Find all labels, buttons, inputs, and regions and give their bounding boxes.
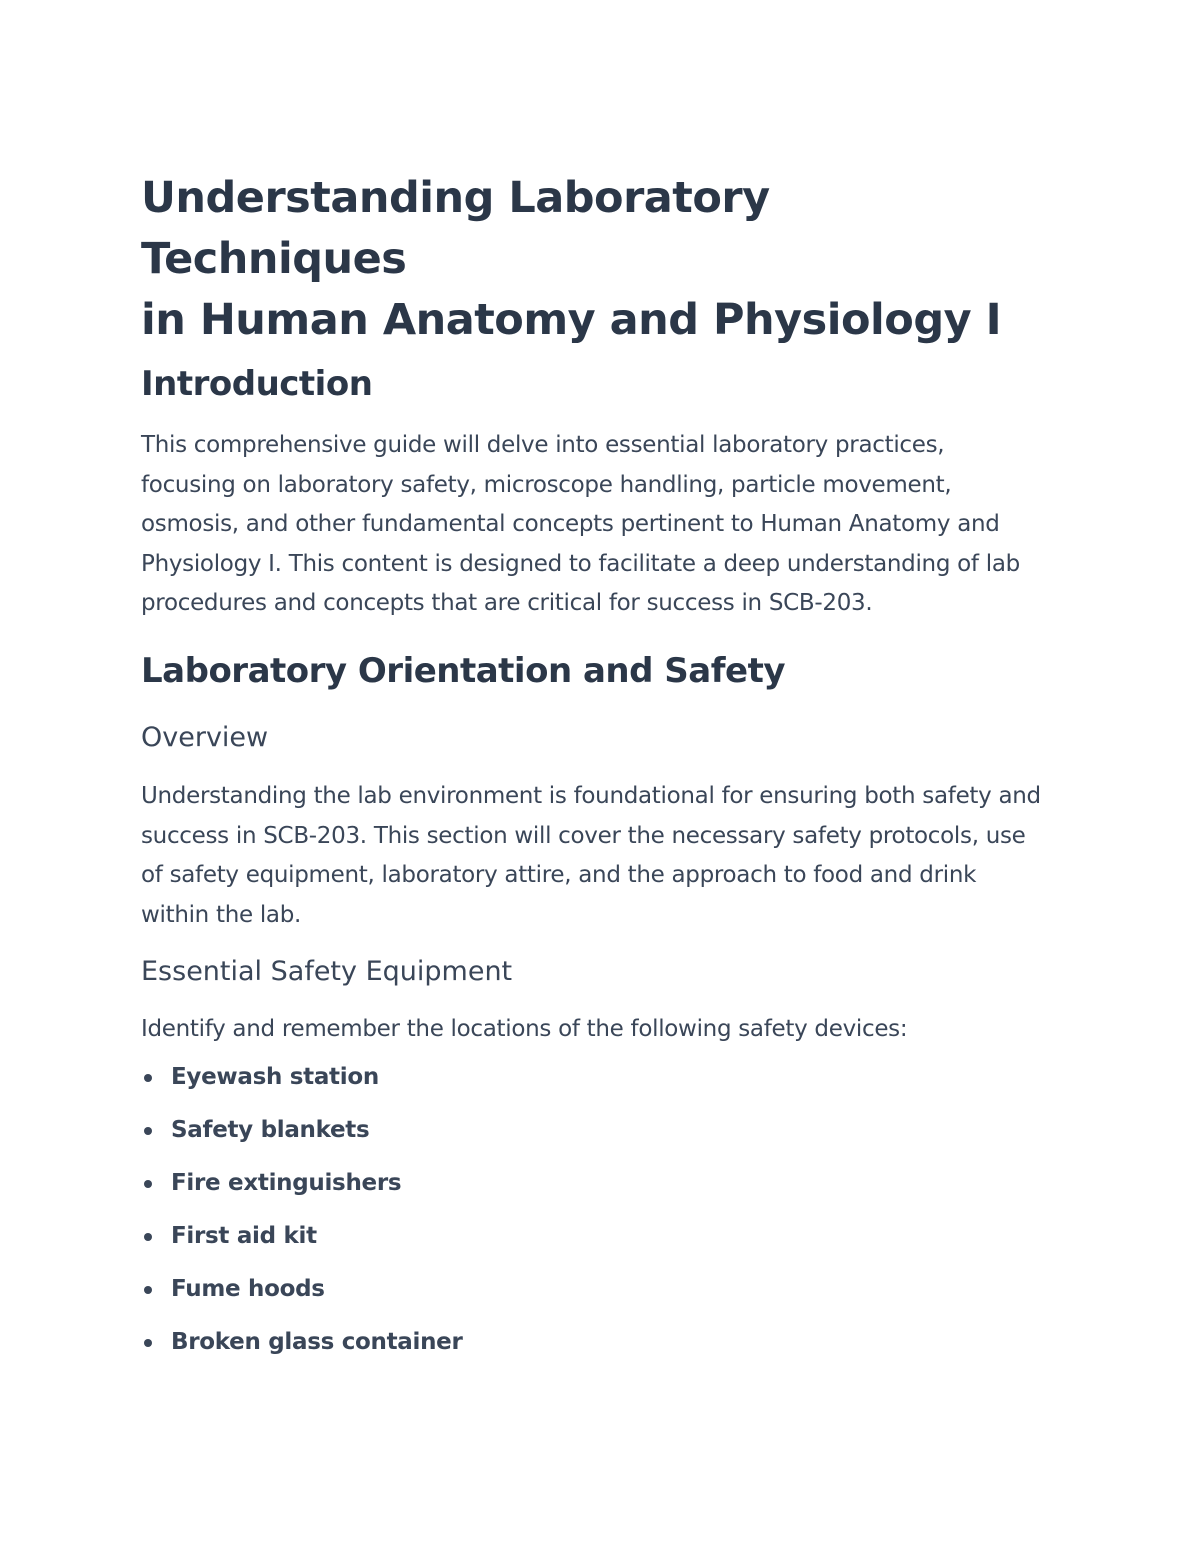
overview-paragraph: Understanding the lab environment is foundational for ensuring both safety and success in SCB-203. This section will cover the necessary safety protocols, use of safety equipment, laboratory attire, and the approach to food and drink within the lab. <box>141 782 1041 928</box>
bullet-icon <box>144 1286 152 1294</box>
list-item-label: Eyewash station <box>171 1063 379 1090</box>
safety-equipment-intro: Identify and remember the locations of the following safety devices: <box>141 1016 908 1043</box>
safety-equipment-list <box>141 1063 1041 1357</box>
overview-heading: Overview <box>141 721 269 753</box>
list-item-label: Fume hoods <box>171 1275 325 1302</box>
list-item-label: First aid kit <box>171 1222 317 1249</box>
bullet-icon <box>144 1233 152 1241</box>
introduction-paragraph: This comprehensive guide will delve into essential laboratory practices, focusing on laboratory safety, microscope handling, particle movement, osmosis, and other fundamental concepts pertinent to Human Anatomy and Physiology I. This content is designed to facilitate a deep understanding of lab procedures and concepts that are critical for success in SCB-203. <box>141 432 1020 617</box>
page-title <box>141 168 1041 351</box>
page-title-line-1: Understanding Laboratory Techniques <box>141 173 770 284</box>
bullet-icon <box>144 1180 152 1188</box>
list-item <box>141 1328 1041 1357</box>
list-item-label: Safety blankets <box>171 1116 370 1143</box>
safety-equipment-heading: Essential Safety Equipment <box>141 956 513 988</box>
list-item <box>141 1063 1041 1092</box>
list-item <box>141 1169 1041 1198</box>
document-page <box>141 168 1041 1381</box>
list-item-label: Broken glass container <box>171 1328 463 1355</box>
list-item <box>141 1222 1041 1251</box>
list-item-label: Fire extinguishers <box>171 1169 402 1196</box>
bullet-icon <box>144 1074 152 1082</box>
bullet-icon <box>144 1339 152 1347</box>
list-item <box>141 1275 1041 1304</box>
lab-orientation-heading: Laboratory Orientation and Safety <box>141 650 786 691</box>
introduction-heading: Introduction <box>141 364 373 404</box>
bullet-icon <box>144 1127 152 1135</box>
list-item <box>141 1116 1041 1145</box>
page-title-line-2: in Human Anatomy and Physiology I <box>141 295 1002 345</box>
